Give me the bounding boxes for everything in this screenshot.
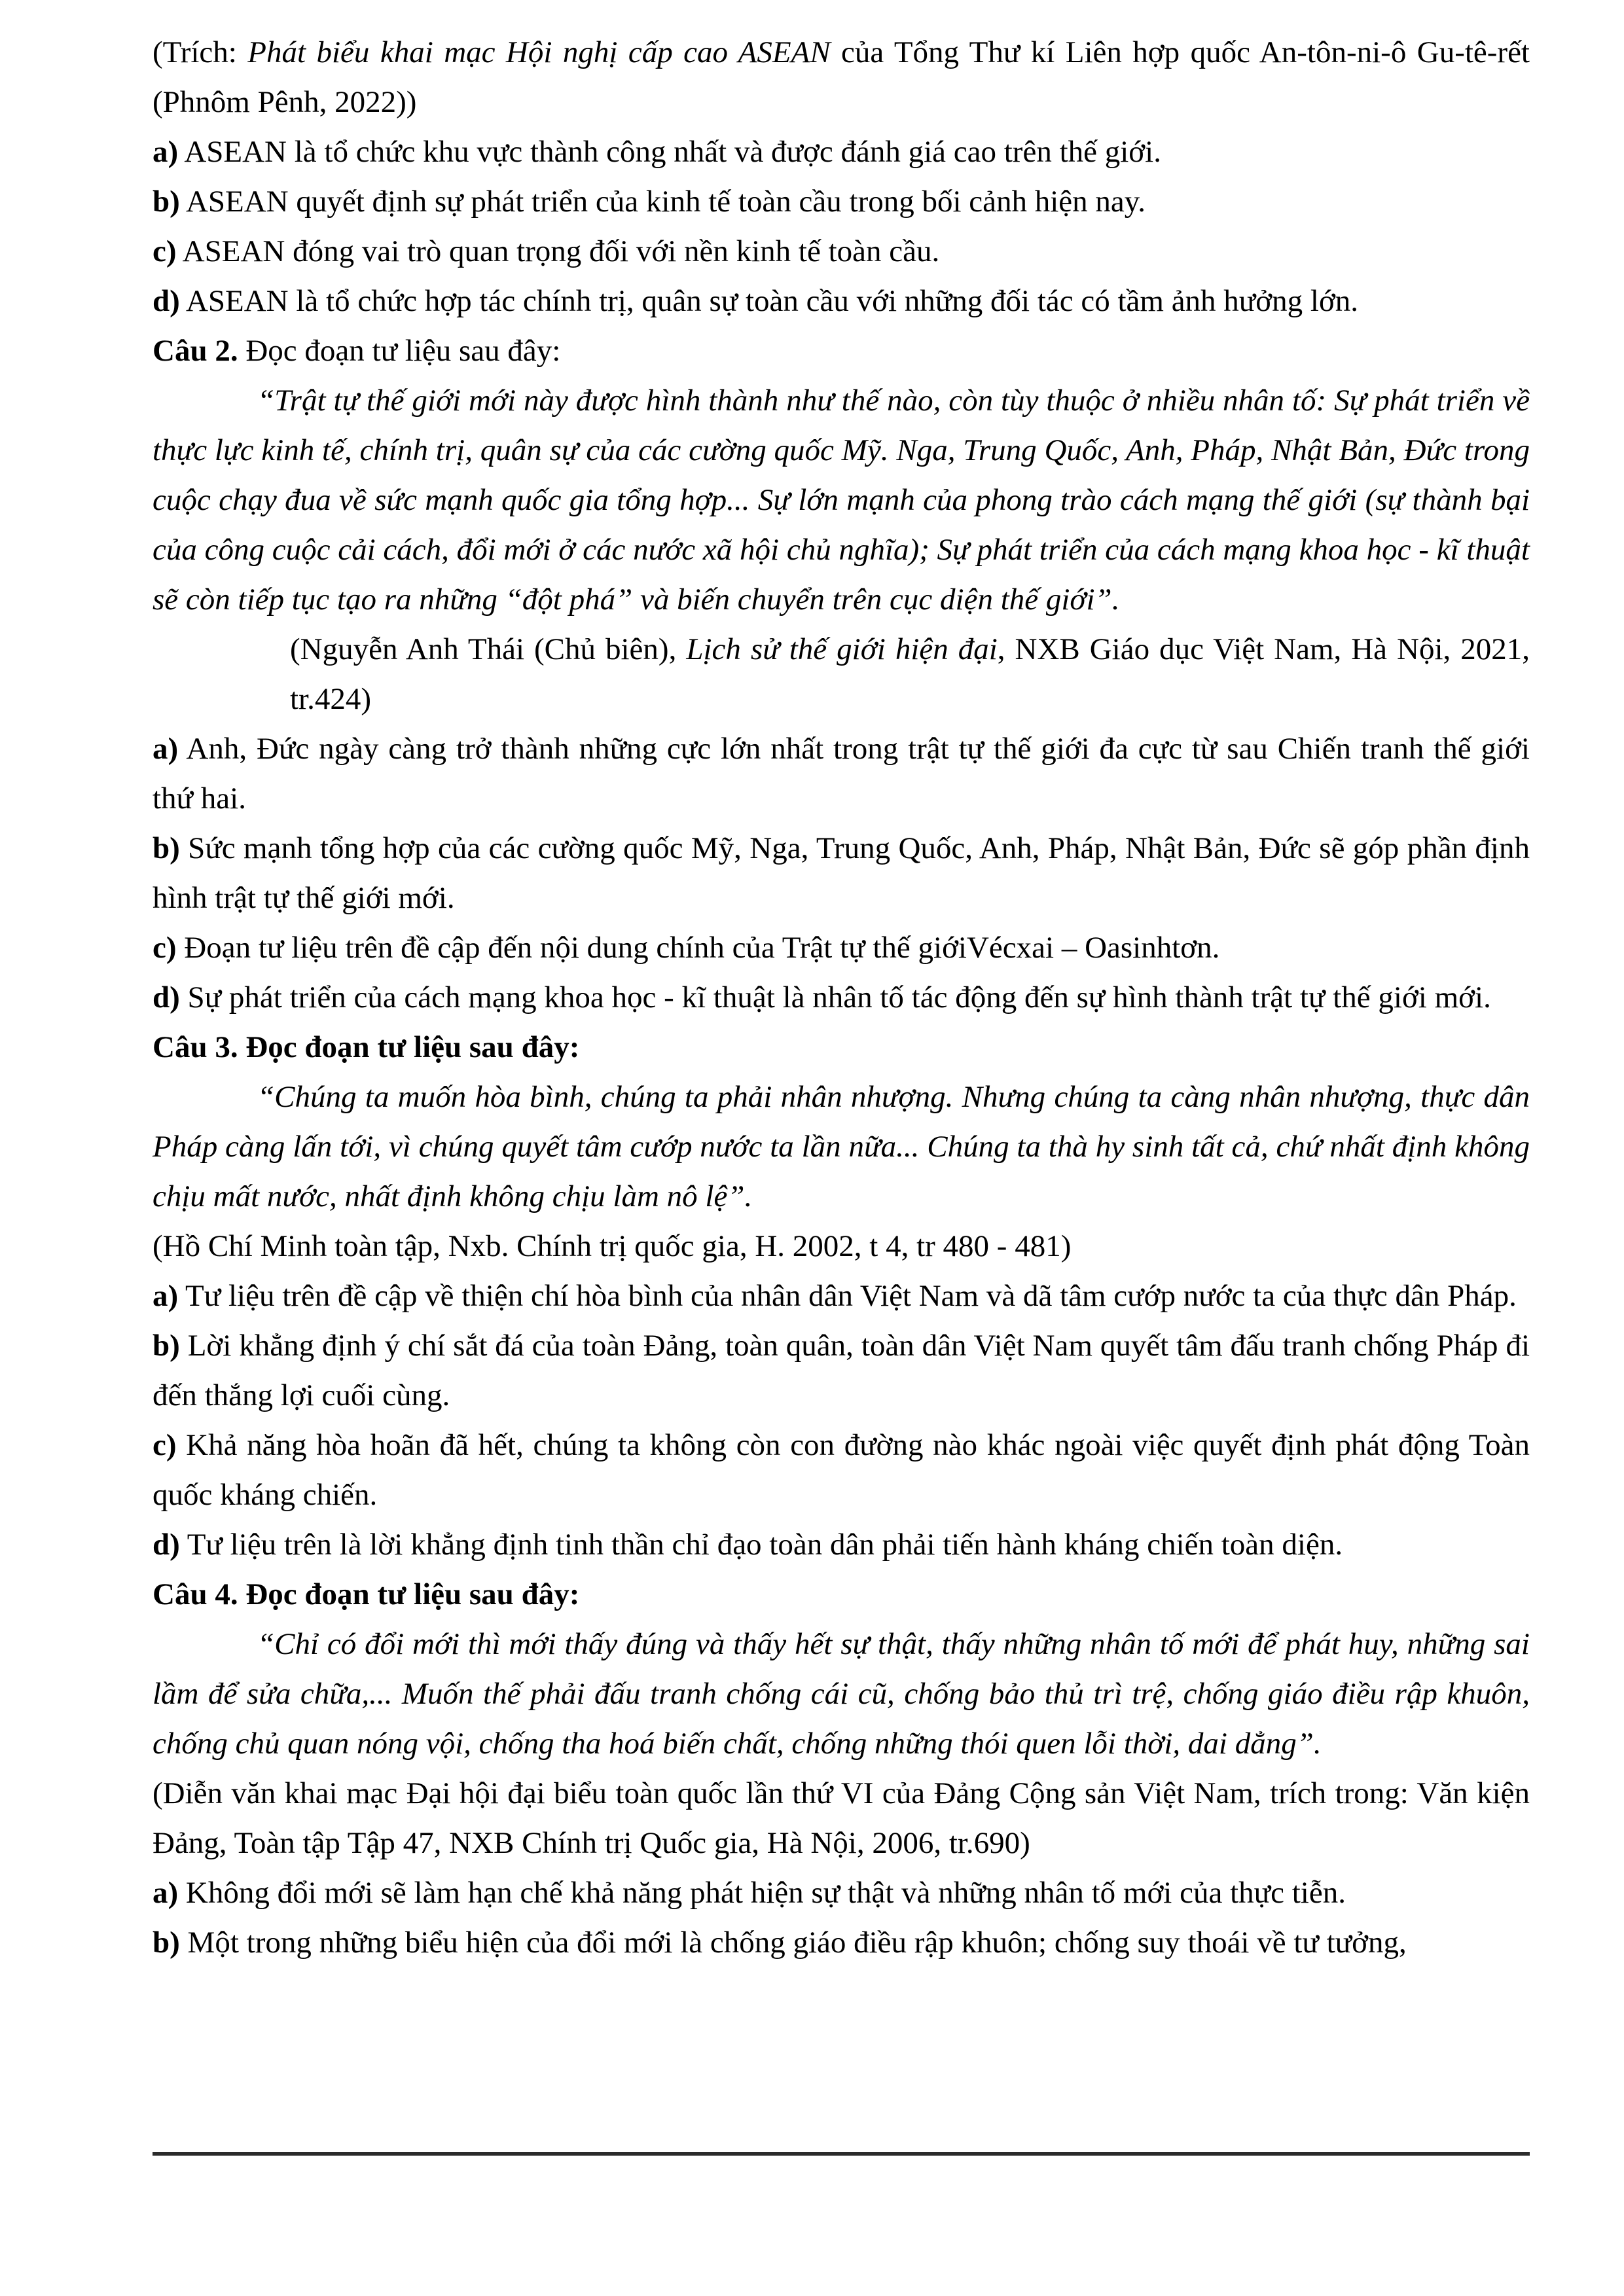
q2-option-c bbox=[153, 923, 1530, 973]
q3-option-c-label: c) bbox=[153, 1428, 177, 1462]
q2-citation-suffix: , NXB Giáo dục Việt Nam, Hà Nội, 2021, tr.424) bbox=[290, 632, 1530, 716]
q3-option-d-label: d) bbox=[153, 1528, 180, 1562]
q3-option-b bbox=[153, 1321, 1530, 1420]
q1-option-b bbox=[153, 177, 1530, 226]
q2-heading bbox=[153, 326, 1530, 376]
q4-option-b bbox=[153, 1918, 1530, 1967]
q2-quote: “Trật tự thế giới mới này được hình thành như thế nào, còn tùy thuộc ở nhiều nhân tố: Sự phát triển về thực lực kinh tế, chính trị, quân sự của các cường quốc Mỹ. Nga, Trung Quốc, Anh, Pháp, Nhật Bản, Đức trong cuộc chạy đua về sức mạnh quốc gia tổng hợp... Sự lớn mạnh của phong trào cách mạng thế giới (sự thành bại của công cuộc cải cách, đổi mới ở các nước xã hội chủ nghĩa); Sự phát triển của cách mạng khoa học - kĩ thuật sẽ còn tiếp tục tạo ra những “đột phá” và biến chuyển trên cục diện thế giới”. bbox=[153, 384, 1530, 617]
footer-rule bbox=[153, 2152, 1530, 2156]
q4-citation: (Diễn văn khai mạc Đại hội đại biểu toàn quốc lần thứ VI của Đảng Cộng sản Việt Nam, trích trong: Văn kiện Đảng, Toàn tập Tập 47, NXB Chính trị Quốc gia, Hà Nội, 2006, tr.690) bbox=[153, 1776, 1530, 1860]
q4-heading: Câu 4. Đọc đoạn tư liệu sau đây: bbox=[153, 1577, 580, 1611]
q1-option-d bbox=[153, 276, 1530, 326]
q2-option-d-text: Sự phát triển của cách mạng khoa học - kĩ thuật là nhân tố tác động đến sự hình thành trật tự thế giới mới. bbox=[179, 980, 1491, 1014]
q4-option-a bbox=[153, 1868, 1530, 1918]
q3-option-b-text: Lời khẳng định ý chí sắt đá của toàn Đảng, toàn quân, toàn dân Việt Nam quyết tâm đấu tranh chống Pháp đi đến thắng lợi cuối cùng. bbox=[153, 1329, 1530, 1412]
q1-option-c-text: ASEAN đóng vai trò quan trọng đối với nền kinh tế toàn cầu. bbox=[176, 234, 940, 268]
q3-citation: (Hồ Chí Minh toàn tập, Nxb. Chính trị quốc gia, H. 2002, t 4, tr 480 - 481) bbox=[153, 1229, 1072, 1263]
q1-option-c bbox=[153, 226, 1530, 276]
q1-source-line bbox=[153, 27, 1530, 127]
q1-option-a-label: a) bbox=[153, 135, 179, 169]
q2-option-a-label: a) bbox=[153, 732, 179, 766]
q2-citation bbox=[153, 624, 1530, 724]
q4-option-b-text: Một trong những biểu hiện của đổi mới là chống giáo điều rập khuôn; chống suy thoái về tư tưởng, bbox=[179, 1926, 1407, 1960]
q1-source-prefix: (Trích: bbox=[153, 35, 248, 69]
q1-option-a-text: ASEAN là tổ chức khu vực thành công nhất và được đánh giá cao trên thế giới. bbox=[178, 135, 1161, 169]
q2-option-d bbox=[153, 973, 1530, 1022]
q1-source-title: Phát biểu khai mạc Hội nghị cấp cao ASEAN bbox=[247, 35, 831, 69]
q1-option-d-text: ASEAN là tổ chức hợp tác chính trị, quân sự toàn cầu với những đối tác có tầm ảnh hưởng lớn. bbox=[179, 284, 1359, 318]
q2-citation-prefix: (Nguyễn Anh Thái (Chủ biên), bbox=[290, 632, 687, 666]
q2-option-d-label: d) bbox=[153, 980, 180, 1014]
q3-option-a bbox=[153, 1271, 1530, 1321]
q1-option-a bbox=[153, 127, 1530, 177]
q1-source-suffix: của Tổng Thư kí Liên hợp quốc An-tôn-ni-ô Gu-tê-rết (Phnôm Pênh, 2022)) bbox=[153, 35, 1530, 119]
q4-option-b-label: b) bbox=[153, 1926, 180, 1960]
q1-option-b-label: b) bbox=[153, 185, 180, 219]
q4-quote: “Chỉ có đổi mới thì mới thấy đúng và thấy hết sự thật, thấy những nhân tố mới để phát huy, những sai lầm để sửa chữa,... Muốn thế phải đấu tranh chống cái cũ, chống bảo thủ trì trệ, chống giáo điều rập khuôn, chống chủ quan nóng vội, chống tha hoá biến chất, chống những thói quen lỗi thời, dai dẳng”. bbox=[153, 1627, 1530, 1761]
q3-option-c bbox=[153, 1420, 1530, 1520]
q4-option-a-label: a) bbox=[153, 1876, 179, 1910]
q3-option-d-text: Tư liệu trên là lời khẳng định tinh thần chỉ đạo toàn dân phải tiến hành kháng chiến toàn diện. bbox=[179, 1528, 1343, 1562]
q2-option-b-text: Sức mạnh tổng hợp của các cường quốc Mỹ, Nga, Trung Quốc, Anh, Pháp, Nhật Bản, Đức sẽ góp phần định hình trật tự thế giới mới. bbox=[153, 831, 1530, 915]
q3-quote: “Chúng ta muốn hòa bình, chúng ta phải nhân nhượng. Nhưng chúng ta càng nhân nhượng, thực dân Pháp càng lấn tới, vì chúng quyết tâm cướp nước ta lần nữa... Chúng ta thà hy sinh tất cả, chứ nhất định không chịu mất nước, nhất định không chịu làm nô lệ”. bbox=[153, 1080, 1530, 1213]
q2-option-b bbox=[153, 823, 1530, 923]
q2-option-b-label: b) bbox=[153, 831, 180, 865]
q2-heading-label: Câu 2. bbox=[153, 334, 238, 368]
q3-option-c-text: Khả năng hòa hoãn đã hết, chúng ta không còn con đường nào khác ngoài việc quyết định phát động Toàn quốc kháng chiến. bbox=[153, 1428, 1530, 1512]
q1-option-b-text: ASEAN quyết định sự phát triển của kinh tế toàn cầu trong bối cảnh hiện nay. bbox=[179, 185, 1146, 219]
q2-citation-title: Lịch sử thế giới hiện đại bbox=[686, 632, 998, 666]
q3-option-a-text: Tư liệu trên đề cập về thiện chí hòa bình của nhân dân Việt Nam và dã tâm cướp nước ta của thực dân Pháp. bbox=[178, 1279, 1517, 1313]
q2-option-c-text: Đoạn tư liệu trên đề cập đến nội dung chính của Trật tự thế giớiVécxai – Oasinhtơn. bbox=[176, 931, 1220, 965]
q2-heading-text: Đọc đoạn tư liệu sau đây: bbox=[238, 334, 561, 368]
q3-option-b-label: b) bbox=[153, 1329, 180, 1363]
q2-option-a bbox=[153, 724, 1530, 823]
q2-option-a-text: Anh, Đức ngày càng trở thành những cực lớn nhất trong trật tự thế giới đa cực từ sau Chiến tranh thế giới thứ hai. bbox=[153, 732, 1530, 816]
q3-heading: Câu 3. Đọc đoạn tư liệu sau đây: bbox=[153, 1030, 580, 1064]
q1-option-d-label: d) bbox=[153, 284, 180, 318]
q4-option-a-text: Không đổi mới sẽ làm hạn chế khả năng phát hiện sự thật và những nhân tố mới của thực tiễn. bbox=[178, 1876, 1346, 1910]
q3-option-a-label: a) bbox=[153, 1279, 179, 1313]
q1-option-c-label: c) bbox=[153, 234, 177, 268]
q2-option-c-label: c) bbox=[153, 931, 177, 965]
q3-option-d bbox=[153, 1520, 1530, 1570]
